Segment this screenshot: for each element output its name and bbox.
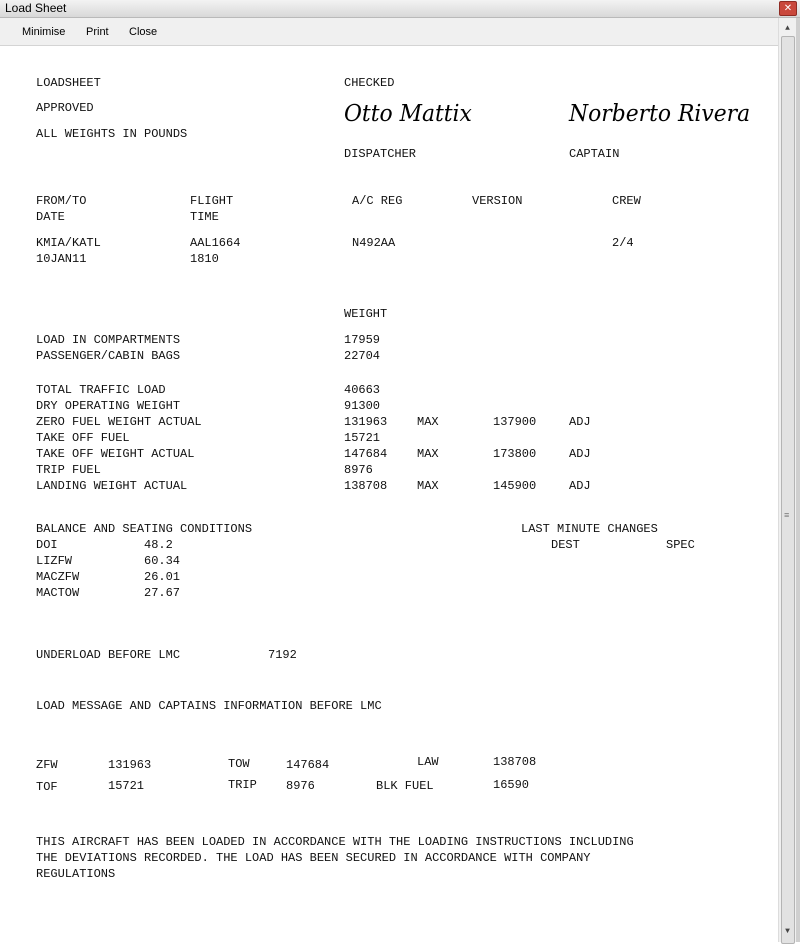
zero-fuel-weight-max-label: MAX (417, 415, 439, 429)
doi-value: 48.2 (144, 538, 173, 552)
lizfw-value: 60.34 (144, 554, 181, 568)
weight-heading: WEIGHT (344, 307, 388, 321)
zero-fuel-weight-adj: ADJ (569, 415, 591, 429)
captain-label: CAPTAIN (569, 147, 620, 161)
maczfw-value: 26.01 (144, 570, 181, 584)
landing-weight-max-value: 145900 (493, 479, 537, 493)
load-in-compartments-label: LOAD IN COMPARTMENTS (36, 333, 181, 347)
take-off-fuel-label: TAKE OFF FUEL (36, 431, 130, 445)
underload-label: UNDERLOAD BEFORE LMC (36, 648, 181, 662)
landing-weight-max-label: MAX (417, 479, 439, 493)
approved-label: APPROVED (36, 101, 94, 115)
from-to-label: FROM/TO (36, 194, 87, 208)
time-label: TIME (190, 210, 219, 224)
take-off-weight-label: TAKE OFF WEIGHT ACTUAL (36, 447, 195, 461)
lmc-spec-label: SPEC (666, 538, 695, 552)
blk-fuel-label: BLK FUEL (376, 779, 434, 793)
loading-statement-line-1: THIS AIRCRAFT HAS BEEN LOADED IN ACCORDANCE WITH THE LOADING INSTRUCTIONS INCLUDING (36, 835, 634, 849)
landing-weight-value: 138708 (344, 479, 388, 493)
zfw-label: ZFW (36, 758, 58, 772)
scrollbar-thumb[interactable] (781, 36, 795, 944)
lizfw-label: LIZFW (36, 554, 73, 568)
load-message-heading: LOAD MESSAGE AND CAPTAINS INFORMATION BEFORE LMC (36, 699, 382, 713)
weights-unit-note: ALL WEIGHTS IN POUNDS (36, 127, 188, 141)
dry-operating-weight-value: 91300 (344, 399, 381, 413)
doi-label: DOI (36, 538, 58, 552)
mactow-label: MACTOW (36, 586, 80, 600)
last-minute-changes-heading: LAST MINUTE CHANGES (521, 522, 658, 536)
maczfw-label: MACZFW (36, 570, 80, 584)
take-off-weight-value: 147684 (344, 447, 388, 461)
trip-fuel-value: 8976 (344, 463, 373, 477)
total-traffic-load-label: TOTAL TRAFFIC LOAD (36, 383, 166, 397)
zero-fuel-weight-max-value: 137900 (493, 415, 537, 429)
title-bar (0, 0, 800, 18)
grip-icon: ≡ (784, 511, 790, 521)
window-close-button[interactable]: ✕ (779, 1, 797, 16)
trip-value: 8976 (286, 779, 315, 793)
loadsheet-heading: LOADSHEET (36, 76, 101, 90)
dispatcher-label: DISPATCHER (344, 147, 417, 161)
law-label: LAW (417, 755, 439, 769)
flight-label: FLIGHT (190, 194, 234, 208)
flight-value: AAL1664 (190, 236, 241, 250)
checked-label: CHECKED (344, 76, 395, 90)
ac-reg-label: A/C REG (352, 194, 403, 208)
version-label: VERSION (472, 194, 523, 208)
window-edge (796, 18, 800, 942)
minimise-menu-item[interactable]: Minimise (22, 26, 66, 38)
take-off-weight-max-value: 173800 (493, 447, 537, 461)
dispatcher-signature: Otto Mattix (344, 101, 472, 127)
crew-label: CREW (612, 194, 641, 208)
scroll-up-arrow-icon[interactable]: ▲ (785, 24, 790, 33)
law-value: 138708 (493, 755, 537, 769)
vertical-scrollbar[interactable] (778, 18, 796, 942)
menu-bar (0, 18, 778, 46)
date-label: DATE (36, 210, 65, 224)
trip-label: TRIP (228, 778, 257, 792)
crew-value: 2/4 (612, 236, 634, 250)
window-title: Load Sheet (5, 1, 67, 15)
mactow-value: 27.67 (144, 586, 181, 600)
from-to-value: KMIA/KATL (36, 236, 101, 250)
take-off-weight-max-label: MAX (417, 447, 439, 461)
passenger-cabin-bags-value: 22704 (344, 349, 381, 363)
zero-fuel-weight-label: ZERO FUEL WEIGHT ACTUAL (36, 415, 202, 429)
balance-heading: BALANCE AND SEATING CONDITIONS (36, 522, 253, 536)
date-value: 10JAN11 (36, 252, 87, 266)
loading-statement-line-2: THE DEVIATIONS RECORDED. THE LOAD HAS BEEN SECURED IN ACCORDANCE WITH COMPANY (36, 851, 591, 865)
landing-weight-label: LANDING WEIGHT ACTUAL (36, 479, 188, 493)
tof-label: TOF (36, 780, 58, 794)
loading-statement-line-3: REGULATIONS (36, 867, 116, 881)
zero-fuel-weight-value: 131963 (344, 415, 388, 429)
tof-value: 15721 (108, 779, 145, 793)
take-off-weight-adj: ADJ (569, 447, 591, 461)
scroll-down-arrow-icon[interactable]: ▼ (785, 927, 790, 936)
passenger-cabin-bags-label: PASSENGER/CABIN BAGS (36, 349, 181, 363)
trip-fuel-label: TRIP FUEL (36, 463, 101, 477)
captain-signature: Norberto Rivera (569, 101, 751, 127)
time-value: 1810 (190, 252, 219, 266)
ac-reg-value: N492AA (352, 236, 396, 250)
blk-fuel-value: 16590 (493, 778, 530, 792)
load-in-compartments-value: 17959 (344, 333, 381, 347)
dry-operating-weight-label: DRY OPERATING WEIGHT (36, 399, 181, 413)
tow-value: 147684 (286, 758, 330, 772)
close-menu-item[interactable]: Close (129, 26, 158, 38)
tow-label: TOW (228, 757, 250, 771)
print-menu-item[interactable]: Print (86, 26, 109, 38)
landing-weight-adj: ADJ (569, 479, 591, 493)
zfw-value: 131963 (108, 758, 152, 772)
underload-value: 7192 (268, 648, 297, 662)
take-off-fuel-value: 15721 (344, 431, 381, 445)
total-traffic-load-value: 40663 (344, 383, 381, 397)
lmc-dest-label: DEST (551, 538, 580, 552)
